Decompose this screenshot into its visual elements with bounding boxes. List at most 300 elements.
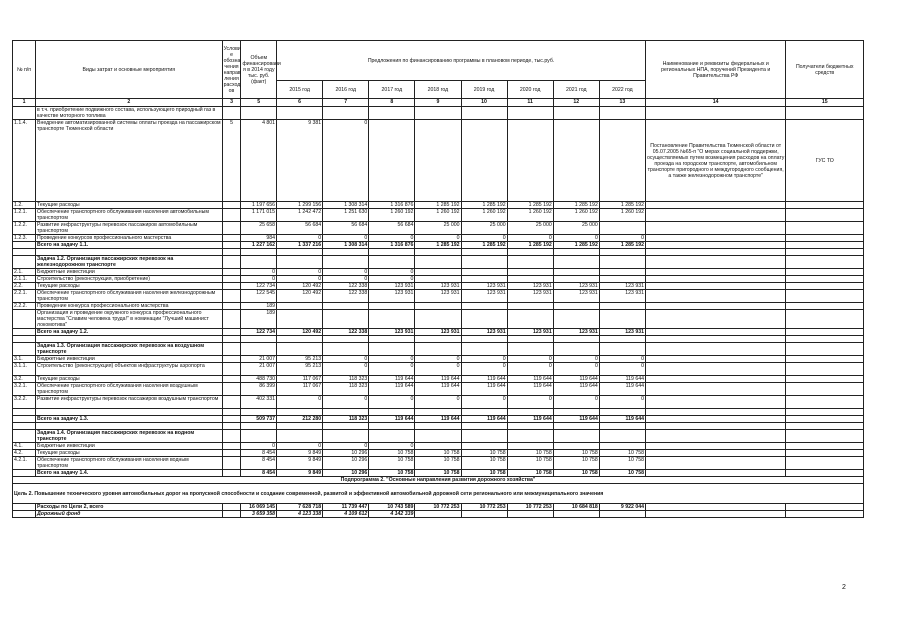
row-name: Всего на задачу 1.4. bbox=[36, 470, 223, 477]
row-name: Текущие расходы bbox=[36, 283, 223, 290]
row-value: 0 bbox=[323, 269, 369, 276]
row-value: 9 381 bbox=[277, 120, 323, 202]
row-value bbox=[461, 310, 507, 329]
row-value bbox=[241, 336, 277, 343]
table-row bbox=[13, 120, 864, 202]
row-value bbox=[369, 409, 415, 416]
row-direction bbox=[222, 209, 241, 222]
row-value: 123 931 bbox=[553, 329, 599, 336]
row-value: 0 bbox=[507, 235, 553, 242]
row-value bbox=[277, 249, 323, 256]
row-value bbox=[323, 249, 369, 256]
row-direction bbox=[222, 269, 241, 276]
row-value: 119 644 bbox=[461, 376, 507, 383]
row-value: 1 285 192 bbox=[553, 242, 599, 249]
row-npa bbox=[645, 235, 785, 242]
row-value: 1 260 192 bbox=[553, 209, 599, 222]
row-value bbox=[415, 120, 461, 202]
row-value bbox=[599, 511, 645, 518]
row-value: 0 bbox=[277, 396, 323, 409]
row-value bbox=[415, 409, 461, 416]
row-direction bbox=[222, 363, 241, 376]
row-value: 122 338 bbox=[323, 329, 369, 336]
row-name: Бюджетные инвестиции bbox=[36, 356, 223, 363]
row-direction bbox=[222, 423, 241, 430]
table-row bbox=[13, 336, 864, 343]
row-value bbox=[369, 303, 415, 310]
table-row bbox=[13, 356, 864, 363]
row-value: 1 285 192 bbox=[599, 202, 645, 209]
row-number: 2.1. bbox=[13, 269, 36, 276]
row-recipient bbox=[786, 470, 864, 477]
row-number: 3.1. bbox=[13, 356, 36, 363]
row-value bbox=[277, 343, 323, 356]
row-value: 0 bbox=[553, 363, 599, 376]
row-value bbox=[415, 310, 461, 329]
column-index: 5 bbox=[241, 99, 277, 107]
table-row bbox=[13, 470, 864, 477]
row-value bbox=[553, 336, 599, 343]
row-name: Дорожный фонд bbox=[36, 511, 223, 518]
row-value bbox=[323, 423, 369, 430]
row-value bbox=[415, 276, 461, 283]
row-number: 2.2.2. bbox=[13, 303, 36, 310]
row-value bbox=[507, 343, 553, 356]
column-index: 2 bbox=[36, 99, 223, 107]
row-value: 1 260 192 bbox=[415, 209, 461, 222]
row-value: 123 931 bbox=[461, 283, 507, 290]
row-value: 0 bbox=[277, 443, 323, 450]
row-recipient bbox=[786, 269, 864, 276]
row-direction bbox=[222, 303, 241, 310]
row-value: 0 bbox=[241, 269, 277, 276]
row-value: 10 758 bbox=[599, 457, 645, 470]
row-npa bbox=[645, 303, 785, 310]
row-number bbox=[13, 511, 36, 518]
row-value: 95 213 bbox=[277, 363, 323, 376]
row-value bbox=[507, 303, 553, 310]
row-value: 4 801 bbox=[241, 120, 277, 202]
row-value bbox=[323, 303, 369, 310]
header-year: 2019 год bbox=[461, 81, 507, 99]
column-index: 3 bbox=[222, 99, 241, 107]
row-value: 0 bbox=[323, 363, 369, 376]
row-value: 119 644 bbox=[599, 383, 645, 396]
header-year: 2022 год bbox=[599, 81, 645, 99]
row-name: Развитие инфраструктуры перевозок пассажиров воздушным транспортом bbox=[36, 396, 223, 409]
row-value bbox=[553, 249, 599, 256]
row-value: 0 bbox=[241, 276, 277, 283]
goal-row bbox=[13, 484, 864, 504]
row-value bbox=[461, 423, 507, 430]
row-value: 9 922 044 bbox=[599, 504, 645, 511]
row-value: 10 772 253 bbox=[461, 504, 507, 511]
row-name: Бюджетные инвестиции bbox=[36, 443, 223, 450]
row-value: 123 931 bbox=[507, 283, 553, 290]
row-value bbox=[599, 269, 645, 276]
row-number bbox=[13, 310, 36, 329]
row-value: 118 323 bbox=[323, 383, 369, 396]
table-row bbox=[13, 107, 864, 120]
row-name: Обеспечение транспортного обслуживания населения водным транспортом bbox=[36, 457, 223, 470]
row-value bbox=[461, 430, 507, 443]
table-row bbox=[13, 416, 864, 423]
row-value: 0 bbox=[369, 356, 415, 363]
row-value: 10 758 bbox=[369, 470, 415, 477]
row-value: 189 bbox=[241, 310, 277, 329]
row-value: 0 bbox=[553, 396, 599, 409]
row-name: Текущие расходы bbox=[36, 202, 223, 209]
row-number bbox=[13, 249, 36, 256]
row-direction bbox=[222, 235, 241, 242]
row-name: Организация и проведение окружного конкурса профессионального мастерства "Славим человека труда!" в номинации "Лучший машинист локомотива" bbox=[36, 310, 223, 329]
row-npa bbox=[645, 202, 785, 209]
row-value: 3 659 358 bbox=[241, 511, 277, 518]
goal-title: Цель 2. Повышение технического уровня автомобильных дорог на пропускной способности и создание современной, развитой и эффективной автомобильной дорожной сети регионального или межмуниципального значения bbox=[13, 484, 864, 504]
row-npa bbox=[645, 249, 785, 256]
table-row bbox=[13, 363, 864, 376]
header-no: № п/п bbox=[13, 41, 36, 99]
row-value bbox=[461, 343, 507, 356]
row-name: Развитие инфраструктуры перевозок пассажиров автомобильным транспортом bbox=[36, 222, 223, 235]
row-value: 10 296 bbox=[323, 470, 369, 477]
row-recipient bbox=[786, 202, 864, 209]
row-recipient bbox=[786, 310, 864, 329]
row-value bbox=[553, 409, 599, 416]
row-value: 0 bbox=[323, 120, 369, 202]
row-direction bbox=[222, 450, 241, 457]
row-value: 1 260 192 bbox=[507, 209, 553, 222]
row-value bbox=[323, 430, 369, 443]
row-number bbox=[13, 430, 36, 443]
row-value: 1 171 015 bbox=[241, 209, 277, 222]
row-value bbox=[415, 343, 461, 356]
row-npa bbox=[645, 376, 785, 383]
row-recipient bbox=[786, 383, 864, 396]
row-value: 119 644 bbox=[507, 376, 553, 383]
row-value bbox=[323, 336, 369, 343]
row-value bbox=[507, 249, 553, 256]
row-value bbox=[599, 303, 645, 310]
row-value bbox=[507, 256, 553, 269]
row-value bbox=[507, 336, 553, 343]
row-value: 122 734 bbox=[241, 329, 277, 336]
row-recipient bbox=[786, 423, 864, 430]
header-direction: Услови е обозна чения направ ления расход ов bbox=[222, 41, 241, 99]
row-value: 10 758 bbox=[507, 450, 553, 457]
row-npa bbox=[645, 430, 785, 443]
row-value: 10 758 bbox=[553, 470, 599, 477]
row-direction bbox=[222, 383, 241, 396]
row-value: 9 849 bbox=[277, 470, 323, 477]
row-value: 25 000 bbox=[507, 222, 553, 235]
row-npa bbox=[645, 409, 785, 416]
table-row bbox=[13, 235, 864, 242]
row-value bbox=[507, 269, 553, 276]
header-year: 2016 год bbox=[323, 81, 369, 99]
row-value: 119 644 bbox=[553, 376, 599, 383]
row-recipient bbox=[786, 416, 864, 423]
row-value bbox=[461, 120, 507, 202]
row-name: Задача 1.2. Организация пассажирских перевозок на железнодорожном транспорте bbox=[36, 256, 223, 269]
row-value: 123 931 bbox=[461, 290, 507, 303]
row-value: 117 067 bbox=[277, 376, 323, 383]
row-npa bbox=[645, 396, 785, 409]
row-value bbox=[241, 343, 277, 356]
row-value: 0 bbox=[415, 356, 461, 363]
column-index: 15 bbox=[786, 99, 864, 107]
row-value bbox=[553, 423, 599, 430]
row-value: 123 931 bbox=[553, 283, 599, 290]
table-row bbox=[13, 376, 864, 383]
row-value bbox=[369, 107, 415, 120]
row-name: Обеспечение транспортного обслуживания населения автомобильным транспортом bbox=[36, 209, 223, 222]
header-name: Виды затрат и основные мероприятия bbox=[36, 41, 223, 99]
row-number bbox=[13, 409, 36, 416]
table-row bbox=[13, 409, 864, 416]
row-number: 2.1.1. bbox=[13, 276, 36, 283]
row-value: 120 492 bbox=[277, 283, 323, 290]
row-value bbox=[599, 310, 645, 329]
row-value: 9 849 bbox=[277, 450, 323, 457]
row-value: 0 bbox=[599, 235, 645, 242]
row-value: 95 213 bbox=[277, 356, 323, 363]
row-recipient bbox=[786, 343, 864, 356]
row-recipient bbox=[786, 336, 864, 343]
row-value: 56 684 bbox=[277, 222, 323, 235]
table-row bbox=[13, 457, 864, 470]
row-value: 123 931 bbox=[507, 290, 553, 303]
row-npa bbox=[645, 356, 785, 363]
row-number: 3.2. bbox=[13, 376, 36, 383]
row-npa bbox=[645, 336, 785, 343]
row-name bbox=[36, 409, 223, 416]
row-value: 10 758 bbox=[507, 470, 553, 477]
table-row bbox=[13, 343, 864, 356]
row-recipient bbox=[786, 457, 864, 470]
row-recipient bbox=[786, 235, 864, 242]
row-value: 0 bbox=[415, 396, 461, 409]
column-index: 14 bbox=[645, 99, 785, 107]
row-recipient bbox=[786, 256, 864, 269]
row-value: 0 bbox=[369, 276, 415, 283]
row-value: 1 285 192 bbox=[461, 202, 507, 209]
row-name: Текущие расходы bbox=[36, 450, 223, 457]
row-value: 1 316 876 bbox=[369, 202, 415, 209]
row-value bbox=[241, 107, 277, 120]
row-value: 1 337 216 bbox=[277, 242, 323, 249]
row-number: 1.2.2. bbox=[13, 222, 36, 235]
row-value: 120 492 bbox=[277, 290, 323, 303]
row-name: Всего на задачу 1.3. bbox=[36, 416, 223, 423]
row-value bbox=[277, 423, 323, 430]
row-number: 4.2.1. bbox=[13, 457, 36, 470]
row-value bbox=[599, 336, 645, 343]
row-value: 1 308 314 bbox=[323, 242, 369, 249]
row-direction bbox=[222, 416, 241, 423]
row-value bbox=[507, 511, 553, 518]
row-npa bbox=[645, 443, 785, 450]
row-direction bbox=[222, 430, 241, 443]
row-recipient bbox=[786, 450, 864, 457]
row-direction bbox=[222, 329, 241, 336]
row-number bbox=[13, 423, 36, 430]
row-recipient bbox=[786, 430, 864, 443]
table-row bbox=[13, 276, 864, 283]
row-name: Задача 1.4. Организация пассажирских перевозок на водном транспорте bbox=[36, 430, 223, 443]
row-value: 10 772 253 bbox=[415, 504, 461, 511]
row-value bbox=[461, 303, 507, 310]
row-value: 123 931 bbox=[599, 290, 645, 303]
row-value: 0 bbox=[507, 396, 553, 409]
row-direction bbox=[222, 343, 241, 356]
row-value: 1 197 656 bbox=[241, 202, 277, 209]
row-recipient bbox=[786, 283, 864, 290]
table-row bbox=[13, 256, 864, 269]
row-value: 123 931 bbox=[461, 329, 507, 336]
row-value: 56 684 bbox=[323, 222, 369, 235]
row-value: 10 758 bbox=[369, 457, 415, 470]
row-name: Обеспечение транспортного обслуживания населения воздушным транспортом bbox=[36, 383, 223, 396]
row-number bbox=[13, 107, 36, 120]
row-value bbox=[507, 310, 553, 329]
row-value: 86 399 bbox=[241, 383, 277, 396]
row-value bbox=[415, 423, 461, 430]
row-recipient bbox=[786, 249, 864, 256]
row-recipient bbox=[786, 222, 864, 235]
column-index: 10 bbox=[461, 99, 507, 107]
row-value: 10 758 bbox=[553, 457, 599, 470]
row-value: 1 308 314 bbox=[323, 202, 369, 209]
row-value: 21 007 bbox=[241, 356, 277, 363]
header-year: 2021 год bbox=[553, 81, 599, 99]
subprogram-row bbox=[13, 477, 864, 484]
row-npa bbox=[645, 310, 785, 329]
row-value: 123 931 bbox=[369, 290, 415, 303]
row-value: 10 758 bbox=[599, 470, 645, 477]
table-row bbox=[13, 290, 864, 303]
row-value bbox=[507, 443, 553, 450]
row-value: 0 bbox=[369, 443, 415, 450]
row-value: 0 bbox=[323, 356, 369, 363]
row-value bbox=[553, 107, 599, 120]
row-npa bbox=[645, 269, 785, 276]
row-number: 2.2. bbox=[13, 283, 36, 290]
row-npa bbox=[645, 511, 785, 518]
row-value: 21 007 bbox=[241, 363, 277, 376]
row-value: 8 454 bbox=[241, 457, 277, 470]
row-value: 402 331 bbox=[241, 396, 277, 409]
row-name: Строительство (реконструкция, приобретение) bbox=[36, 276, 223, 283]
row-value: 10 296 bbox=[323, 450, 369, 457]
row-value bbox=[277, 303, 323, 310]
row-direction bbox=[222, 376, 241, 383]
row-value bbox=[599, 443, 645, 450]
column-index: 7 bbox=[323, 99, 369, 107]
row-value: 0 bbox=[553, 356, 599, 363]
row-value bbox=[369, 336, 415, 343]
table-row bbox=[13, 430, 864, 443]
row-direction bbox=[222, 310, 241, 329]
row-npa bbox=[645, 363, 785, 376]
row-value: 0 bbox=[323, 276, 369, 283]
row-value bbox=[277, 107, 323, 120]
row-value: 8 454 bbox=[241, 470, 277, 477]
row-value bbox=[553, 120, 599, 202]
table-row bbox=[13, 242, 864, 249]
row-value bbox=[323, 409, 369, 416]
row-npa bbox=[645, 504, 785, 511]
row-recipient bbox=[786, 329, 864, 336]
row-value: 4 109 612 bbox=[323, 511, 369, 518]
row-name: Расходы по Цели 2, всего bbox=[36, 504, 223, 511]
row-recipient bbox=[786, 376, 864, 383]
row-value: 0 bbox=[461, 363, 507, 376]
row-value bbox=[461, 107, 507, 120]
row-npa bbox=[645, 256, 785, 269]
row-value: 212 280 bbox=[277, 416, 323, 423]
row-npa bbox=[645, 329, 785, 336]
row-value bbox=[599, 343, 645, 356]
row-recipient bbox=[786, 443, 864, 450]
row-direction bbox=[222, 283, 241, 290]
row-value bbox=[599, 430, 645, 443]
row-npa bbox=[645, 416, 785, 423]
row-value bbox=[461, 409, 507, 416]
row-value bbox=[553, 511, 599, 518]
row-value bbox=[369, 249, 415, 256]
row-number: 1.1.4. bbox=[13, 120, 36, 202]
row-direction bbox=[222, 443, 241, 450]
row-value bbox=[553, 310, 599, 329]
row-value: 1 260 192 bbox=[461, 209, 507, 222]
header-proposals: Предложения по финансированию программы в плановом периоде, тыс.руб. bbox=[277, 41, 646, 81]
row-value bbox=[369, 423, 415, 430]
row-value: 0 bbox=[599, 396, 645, 409]
row-value: 1 285 192 bbox=[507, 202, 553, 209]
row-value: 8 454 bbox=[241, 450, 277, 457]
row-value: 10 758 bbox=[415, 457, 461, 470]
table-row bbox=[13, 310, 864, 329]
row-value bbox=[599, 423, 645, 430]
row-number bbox=[13, 329, 36, 336]
row-value bbox=[369, 430, 415, 443]
row-value: 118 323 bbox=[323, 416, 369, 423]
row-recipient bbox=[786, 242, 864, 249]
row-value: 10 758 bbox=[553, 450, 599, 457]
row-value: 1 242 472 bbox=[277, 209, 323, 222]
row-value bbox=[599, 249, 645, 256]
row-number bbox=[13, 336, 36, 343]
row-value bbox=[369, 310, 415, 329]
row-value bbox=[323, 107, 369, 120]
row-value bbox=[507, 120, 553, 202]
row-number: 4.1. bbox=[13, 443, 36, 450]
row-value: 0 bbox=[553, 235, 599, 242]
row-direction bbox=[222, 242, 241, 249]
row-npa bbox=[645, 209, 785, 222]
page-number: 2 bbox=[842, 584, 846, 591]
row-value: 25 000 bbox=[415, 222, 461, 235]
row-npa bbox=[645, 222, 785, 235]
row-value: 10 684 818 bbox=[553, 504, 599, 511]
row-value bbox=[277, 256, 323, 269]
row-value: 0 bbox=[599, 356, 645, 363]
row-value bbox=[277, 310, 323, 329]
row-value bbox=[241, 249, 277, 256]
table-row bbox=[13, 283, 864, 290]
row-value: 10 296 bbox=[323, 457, 369, 470]
